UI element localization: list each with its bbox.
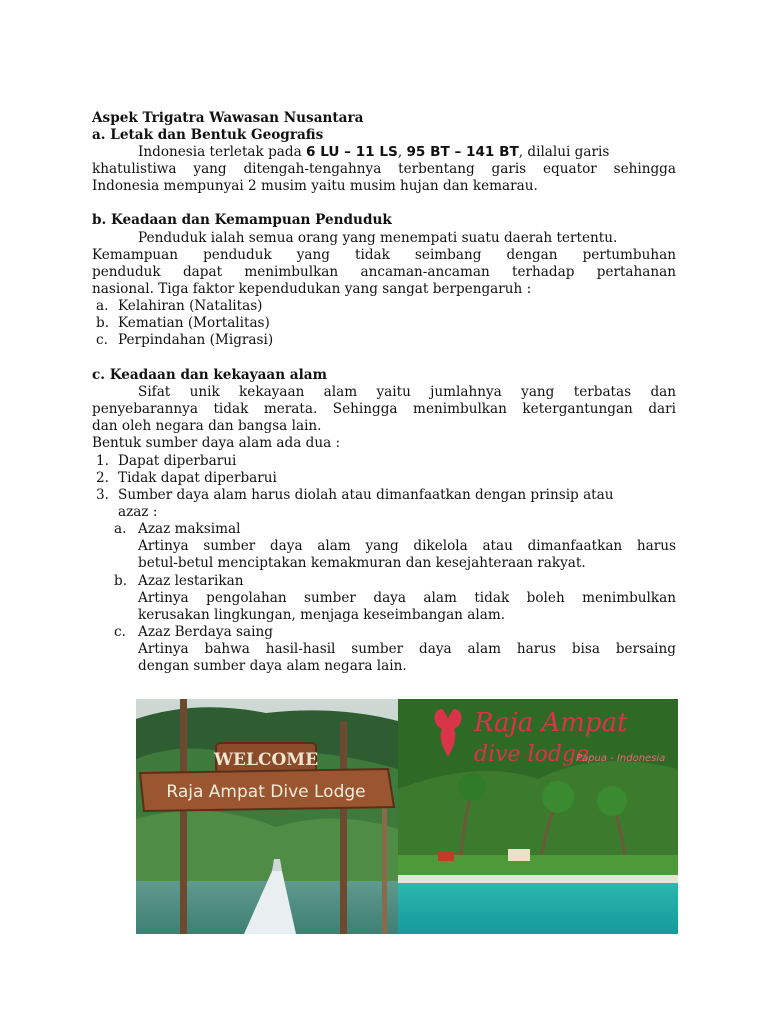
list-marker: 3. [96, 487, 109, 503]
section-c-line-1: Sifat unik kekayaan alam yaitu jumlahnya yang terbatas dan [138, 384, 676, 400]
sub-list-item [114, 624, 698, 641]
list-item-text: Tidak dapat diperbarui [118, 470, 277, 486]
list-marker: c. [114, 624, 126, 640]
sub-item-title: Azaz maksimal [138, 521, 241, 537]
list-item-text: Dapat diperbarui [118, 453, 237, 469]
list-item [96, 470, 680, 487]
list-marker: 1. [96, 453, 109, 469]
photo-welcome-sign [136, 699, 398, 934]
sub-item-title: Azaz Berdaya saing [138, 624, 273, 640]
list-item [96, 487, 676, 504]
section-a-text-post: , dilalui garis [518, 144, 610, 160]
sub-item-desc-line-2: betul-betul menciptakan kemakmuran dan kesejahteraan rakyat. [138, 555, 586, 571]
section-b-line-1: Penduduk ialah semua orang yang menempati suatu daerah tertentu. [138, 230, 618, 246]
logo-small-text: Papua - Indonesia [576, 753, 666, 764]
sub-item-desc-line-1: Artinya pengolahan sumber daya alam tidak boleh menimbulkan [138, 590, 676, 606]
list-item-continuation: azaz : [118, 504, 158, 520]
coordinate-longitude: 95 BT – 141 BT [406, 144, 519, 160]
sub-item-desc-line-1: Artinya bahwa hasil-hasil sumber daya alam harus bisa bersaing [138, 641, 676, 657]
document-title: Aspek Trigatra Wawasan Nusantara [92, 110, 364, 126]
section-a-text-pre: Indonesia terletak pada [138, 144, 307, 160]
list-item-text: Perpindahan (Migrasi) [118, 332, 274, 348]
coordinate-latitude: 6 LU – 11 LS [306, 144, 398, 160]
sub-list-item [114, 521, 698, 538]
sign-welcome-text: WELCOME [213, 750, 319, 770]
sub-list-item [114, 573, 698, 590]
list-marker: b. [96, 315, 110, 331]
list-marker: b. [114, 573, 128, 589]
section-c-line-4: Bentuk sumber daya alam ada dua : [92, 435, 341, 451]
list-item-text: Sumber daya alam harus diolah atau dimanfaatkan dengan prinsip atau [118, 487, 614, 503]
list-item [96, 298, 680, 315]
sub-item-desc-line-1: Artinya sumber daya alam yang dikelola atau dimanfaatkan harus [138, 538, 676, 554]
section-a-line-3: Indonesia mempunyai 2 musim yaitu musim hujan dan kemarau. [92, 178, 538, 194]
section-b-heading: b. Keadaan dan Kemampuan Penduduk [92, 212, 392, 228]
sign-lodge-text: Raja Ampat Dive Lodge [166, 782, 366, 802]
section-a-line-2: khatulistiwa yang ditengah-tengahnya terbentang garis equator sehingga [92, 161, 676, 177]
section-c-heading: c. Keadaan dan kekayaan alam [92, 367, 327, 383]
logo-main-text: Raja Ampat [474, 708, 628, 738]
list-item-text: Kelahiran (Natalitas) [118, 298, 263, 314]
list-marker: c. [96, 332, 108, 348]
sub-item-desc-line-2: kerusakan lingkungan, menjaga keseimbangan alam. [138, 607, 506, 623]
section-b-line-4: nasional. Tiga faktor kependudukan yang sangat berpengaruh : [92, 281, 532, 297]
section-b-line-2: Kemampuan penduduk yang tidak seimbang dengan pertumbuhan [92, 247, 676, 263]
list-marker: a. [96, 298, 109, 314]
logo-sub-text: dive lodge [474, 742, 590, 767]
list-item-text: Kematian (Mortalitas) [118, 315, 270, 331]
section-a-line-1 [138, 144, 676, 161]
photo-dive-lodge [398, 699, 678, 934]
list-item [96, 332, 680, 349]
list-marker: 2. [96, 470, 109, 486]
section-c-line-3: dan oleh negara dan bangsa lain. [92, 418, 322, 434]
list-item [96, 315, 680, 332]
section-a-comma: , [397, 144, 407, 160]
section-c-line-2: penyebarannya tidak merata. Sehingga menimbulkan ketergantungan dari [92, 401, 676, 417]
sub-item-title: Azaz lestarikan [138, 573, 244, 589]
list-item [96, 453, 680, 470]
section-b-line-3: penduduk dapat menimbulkan ancaman-ancaman terhadap pertahanan [92, 264, 676, 280]
list-marker: a. [114, 521, 127, 537]
section-a-heading: a. Letak dan Bentuk Geografis [92, 127, 324, 143]
sub-item-desc-line-2: dengan sumber daya alam negara lain. [138, 658, 407, 674]
